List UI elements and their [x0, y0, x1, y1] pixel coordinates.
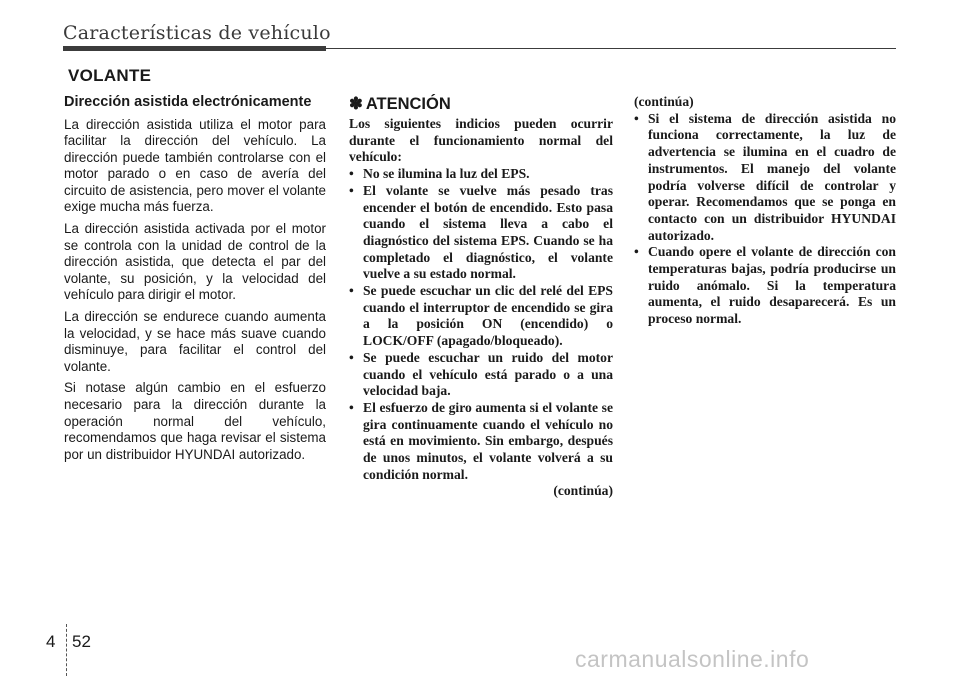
footer-divider — [66, 624, 67, 676]
list-item — [349, 350, 613, 400]
section-number: 4 — [46, 632, 56, 651]
attention-list — [349, 166, 613, 483]
list-item-text: No se ilumina la luz del EPS. — [363, 166, 530, 182]
paragraph: La dirección se endurece cuando aumenta la velocidad, y se hace más suave cuando disminuye, para facilitar el control del volante. — [64, 309, 326, 374]
paragraph: La dirección asistida activada por el motor se controla con la unidad de control de la dirección asistida, que detecta el par del volante, su posición, y la velocidad del vehículo para dirigir el motor. — [64, 221, 326, 303]
list-item — [634, 111, 896, 245]
header-rule-thick — [63, 46, 326, 51]
watermark: carmanualsonline.info — [575, 646, 810, 672]
attention-title: ATENCIÓN — [365, 95, 451, 113]
list-item-text: Si el sistema de dirección asistida no funciona correctamente, la luz de advertencia se ilumina en el cuadro de instrumentos. El manejo del volante podría volverse difícil de controlar y operar. Recomendamos que se ponga en contacto con un distribuidor HYUNDAI autorizado. — [648, 110, 896, 243]
header-rule-thin — [326, 48, 896, 49]
bullet-icon: • — [634, 244, 639, 260]
list-item — [349, 183, 613, 283]
list-item-text: El esfuerzo de giro aumenta si el volante se gira continuamente cuando el vehículo no está en movimiento. Sin embargo, después de unos minutos, el volante volverá a su condición normal. — [363, 399, 613, 482]
continues-label: (continúa) — [553, 483, 613, 499]
attention-box — [349, 94, 613, 500]
list-item-text: Cuando opere el volante de dirección con temperaturas bajas, podría producirse un ruido anómalo. Si la temperatura aumenta, el ruido desaparecerá. Es un proceso normal. — [648, 244, 896, 327]
bullet-icon: • — [349, 182, 354, 198]
list-item-text: Se puede escuchar un ruido del motor cuando el vehículo está parado o a una velocidad baja. — [363, 349, 613, 399]
list-item-text: El volante se vuelve más pesado tras encender el botón de encendido. Esto pasa cuando el sistema lleva a cabo el diagnóstico del sistema EPS. Cuando se ha completado el diagnóstico, el volante vuelve a su estado normal. — [363, 182, 613, 282]
left-column — [64, 94, 326, 468]
list-item — [349, 283, 613, 350]
section-title: VOLANTE — [68, 66, 152, 85]
attention-heading — [349, 94, 613, 114]
page-number: 52 — [72, 632, 91, 651]
paragraph: Si notase algún cambio en el esfuerzo necesario para la dirección durante la operación normal del vehículo, recomendamos que haga revisar el sistema por un distribuidor HYUNDAI autorizado. — [64, 380, 326, 462]
paragraph: La dirección asistida utiliza el motor para facilitar la dirección del vehículo. La dirección puede también controlarse con el motor parado o en caso de avería del circuito de asistencia, pero mover el volante exige mucha más fuerza. — [64, 116, 326, 215]
list-item-text: Se puede escuchar un clic del relé del EPS cuando el interruptor de encendido se gira a la posición ON (encendido) o LOCK/OFF (apagado/bloqueado). — [363, 283, 613, 349]
list-item — [349, 166, 613, 183]
bullet-icon: • — [349, 399, 354, 415]
continued-label: (continúa) — [634, 94, 694, 109]
bullet-icon: • — [349, 283, 354, 299]
attention-intro: Los siguientes indicios pueden ocurrir durante el funcionamiento normal del vehículo: — [349, 116, 613, 165]
right-column — [634, 94, 896, 328]
asterisk-icon: ✽ — [349, 95, 363, 113]
page-header-title: Características de vehículo — [63, 22, 331, 44]
bullet-icon: • — [349, 349, 354, 365]
bullet-icon: • — [634, 110, 639, 126]
bullet-icon: • — [349, 166, 354, 182]
continued-list — [634, 111, 896, 328]
list-item — [349, 400, 613, 484]
subsection-heading: Dirección asistida electrónicamente — [64, 94, 312, 110]
list-item — [634, 244, 896, 328]
